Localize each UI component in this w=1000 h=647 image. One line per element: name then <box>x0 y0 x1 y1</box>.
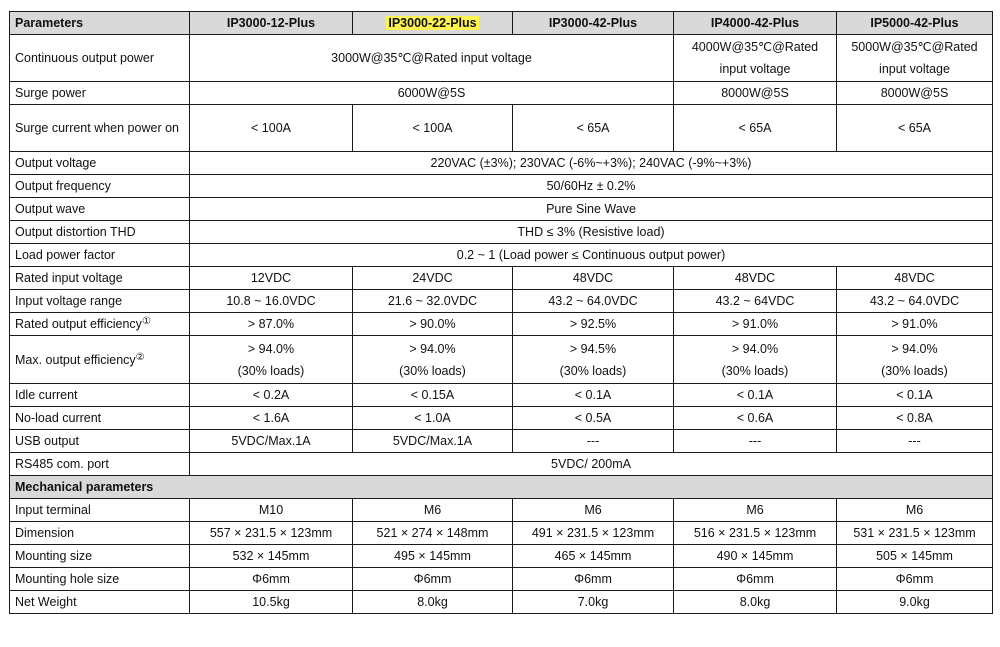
table-cell <box>190 336 353 384</box>
table-cell: Φ6mm <box>674 568 837 591</box>
header-parameters: Parameters <box>10 12 190 35</box>
table-cell: 5VDC/ 200mA <box>190 453 993 476</box>
table-cell: Φ6mm <box>353 568 513 591</box>
table-row-rated-input <box>10 267 993 290</box>
cell-line: > 94.0% <box>891 341 938 356</box>
row-label <box>10 313 190 336</box>
footnote-marker: ② <box>135 351 145 363</box>
table-cell: 7.0kg <box>513 591 674 614</box>
max-eff-label: Max. output efficiency <box>15 352 136 367</box>
table-cell: < 100A <box>190 105 353 152</box>
table-row-net-weight <box>10 591 993 614</box>
row-label: Rated input voltage <box>10 267 190 290</box>
table-cell: 532 × 145mm <box>190 545 353 568</box>
header-model-3: IP3000-42-Plus <box>513 12 674 35</box>
table-cell: 516 × 231.5 × 123mm <box>674 522 837 545</box>
table-cell: --- <box>837 430 993 453</box>
table-cell: < 0.1A <box>674 384 837 407</box>
cell-subline: (30% loads) <box>559 363 627 378</box>
table-cell: M10 <box>190 499 353 522</box>
cell-line: > 94.5% <box>569 341 617 356</box>
table-cell: THD ≤ 3% (Resistive load) <box>190 221 993 244</box>
table-row-input-range <box>10 290 993 313</box>
table-cell: 21.6 ~ 32.0VDC <box>353 290 513 313</box>
table-cell: 6000W@5S <box>190 82 674 105</box>
table-cell: < 0.2A <box>190 384 353 407</box>
table-cell: 490 × 145mm <box>674 545 837 568</box>
table-cell: 557 × 231.5 × 123mm <box>190 522 353 545</box>
table-cell: < 0.1A <box>513 384 674 407</box>
table-row-output-frequency <box>10 175 993 198</box>
row-label: USB output <box>10 430 190 453</box>
table-cell: < 0.1A <box>837 384 993 407</box>
row-label: RS485 com. port <box>10 453 190 476</box>
table-cell: M6 <box>674 499 837 522</box>
header-model-5: IP5000-42-Plus <box>837 12 993 35</box>
row-label: Net Weight <box>10 591 190 614</box>
table-cell: < 65A <box>837 105 993 152</box>
table-row-rated-efficiency <box>10 313 993 336</box>
table-cell: --- <box>513 430 674 453</box>
table-cell: > 87.0% <box>190 313 353 336</box>
row-label: Input voltage range <box>10 290 190 313</box>
table-cell: < 0.8A <box>837 407 993 430</box>
table-cell: Φ6mm <box>190 568 353 591</box>
table-cell: 43.2 ~ 64.0VDC <box>513 290 674 313</box>
table-cell: 505 × 145mm <box>837 545 993 568</box>
table-cell: 48VDC <box>674 267 837 290</box>
row-label: Output voltage <box>10 152 190 175</box>
table-row-output-voltage <box>10 152 993 175</box>
spec-table-container <box>9 11 993 614</box>
row-label <box>10 336 190 384</box>
row-label: Output frequency <box>10 175 190 198</box>
table-cell: 12VDC <box>190 267 353 290</box>
table-cell: 50/60Hz ± 0.2% <box>190 175 993 198</box>
table-cell <box>674 336 837 384</box>
row-label: Surge current when power on <box>10 105 190 152</box>
table-cell: 4000W@35℃@Rated input voltage <box>674 35 837 82</box>
row-label: Mounting size <box>10 545 190 568</box>
table-cell: 43.2 ~ 64.0VDC <box>837 290 993 313</box>
table-row-max-efficiency <box>10 336 993 384</box>
row-label: Dimension <box>10 522 190 545</box>
highlighted-model: IP3000-22-Plus <box>388 16 477 30</box>
table-cell: 48VDC <box>513 267 674 290</box>
table-cell: 48VDC <box>837 267 993 290</box>
table-cell: > 90.0% <box>353 313 513 336</box>
table-cell: 8000W@5S <box>674 82 837 105</box>
table-cell: 5000W@35℃@Rated input voltage <box>837 35 993 82</box>
row-label: Idle current <box>10 384 190 407</box>
header-model-4: IP4000-42-Plus <box>674 12 837 35</box>
table-cell: Pure Sine Wave <box>190 198 993 221</box>
table-cell: < 1.0A <box>353 407 513 430</box>
table-cell: > 92.5% <box>513 313 674 336</box>
rated-eff-label: Rated output efficiency <box>15 317 142 331</box>
table-cell: < 65A <box>513 105 674 152</box>
table-row-load-power-factor <box>10 244 993 267</box>
row-label: Load power factor <box>10 244 190 267</box>
table-cell: 8.0kg <box>353 591 513 614</box>
cell-subline: (30% loads) <box>881 363 948 378</box>
table-cell: < 1.6A <box>190 407 353 430</box>
row-label: Surge power <box>10 82 190 105</box>
cell-subline: (30% loads) <box>399 363 466 378</box>
cell-subline: (30% loads) <box>237 363 305 378</box>
row-label: Mounting hole size <box>10 568 190 591</box>
cell-line: > 94.0% <box>409 341 456 356</box>
table-row-thd <box>10 221 993 244</box>
table-cell: M6 <box>353 499 513 522</box>
table-cell: 24VDC <box>353 267 513 290</box>
table-cell: < 0.5A <box>513 407 674 430</box>
footnote-marker: ① <box>141 316 151 327</box>
table-cell: 531 × 231.5 × 123mm <box>837 522 993 545</box>
cell-line: > 94.0% <box>247 341 295 356</box>
table-cell: < 0.15A <box>353 384 513 407</box>
table-cell: 491 × 231.5 × 123mm <box>513 522 674 545</box>
header-model-1: IP3000-12-Plus <box>190 12 353 35</box>
cell-line: > 94.0% <box>731 341 779 356</box>
section-title: Mechanical parameters <box>10 476 993 499</box>
table-cell: < 100A <box>353 105 513 152</box>
table-row-dimension <box>10 522 993 545</box>
table-cell: 521 × 274 × 148mm <box>353 522 513 545</box>
row-label: Continuous output power <box>10 35 190 82</box>
table-cell: 10.5kg <box>190 591 353 614</box>
header-row <box>10 12 993 35</box>
table-row-rs485 <box>10 453 993 476</box>
table-row-continuous-output <box>10 35 993 82</box>
table-cell: 5VDC/Max.1A <box>353 430 513 453</box>
table-cell: 495 × 145mm <box>353 545 513 568</box>
table-cell: < 0.6A <box>674 407 837 430</box>
cell-subline: (30% loads) <box>721 363 789 378</box>
table-cell: 10.8 ~ 16.0VDC <box>190 290 353 313</box>
table-cell: 5VDC/Max.1A <box>190 430 353 453</box>
row-label: Input terminal <box>10 499 190 522</box>
table-cell: 8000W@5S <box>837 82 993 105</box>
table-cell: --- <box>674 430 837 453</box>
table-cell: > 91.0% <box>674 313 837 336</box>
table-row-surge-power <box>10 82 993 105</box>
table-row-usb-output <box>10 430 993 453</box>
row-label: Output distortion THD <box>10 221 190 244</box>
table-cell: 8.0kg <box>674 591 837 614</box>
table-cell: 43.2 ~ 64VDC <box>674 290 837 313</box>
table-cell: > 91.0% <box>837 313 993 336</box>
table-row-surge-current <box>10 105 993 152</box>
row-label: Output wave <box>10 198 190 221</box>
table-cell: 3000W@35℃@Rated input voltage <box>190 35 674 82</box>
row-label: No-load current <box>10 407 190 430</box>
table-cell: 220VAC (±3%); 230VAC (-6%~+3%); 240VAC (-9%~+3%) <box>190 152 993 175</box>
spec-table <box>9 11 993 614</box>
section-header-mechanical <box>10 476 993 499</box>
table-row-output-wave <box>10 198 993 221</box>
table-row-noload-current <box>10 407 993 430</box>
table-cell: Φ6mm <box>513 568 674 591</box>
table-cell <box>837 336 993 384</box>
header-model-2 <box>353 12 513 35</box>
table-cell <box>353 336 513 384</box>
table-cell: 9.0kg <box>837 591 993 614</box>
table-cell: 465 × 145mm <box>513 545 674 568</box>
table-cell: 0.2 ~ 1 (Load power ≤ Continuous output power) <box>190 244 993 267</box>
table-row-idle-current <box>10 384 993 407</box>
table-cell: Φ6mm <box>837 568 993 591</box>
table-cell: M6 <box>837 499 993 522</box>
table-row-input-terminal <box>10 499 993 522</box>
table-cell: < 65A <box>674 105 837 152</box>
table-row-mounting-hole <box>10 568 993 591</box>
table-row-mounting-size <box>10 545 993 568</box>
table-cell <box>513 336 674 384</box>
table-cell: M6 <box>513 499 674 522</box>
